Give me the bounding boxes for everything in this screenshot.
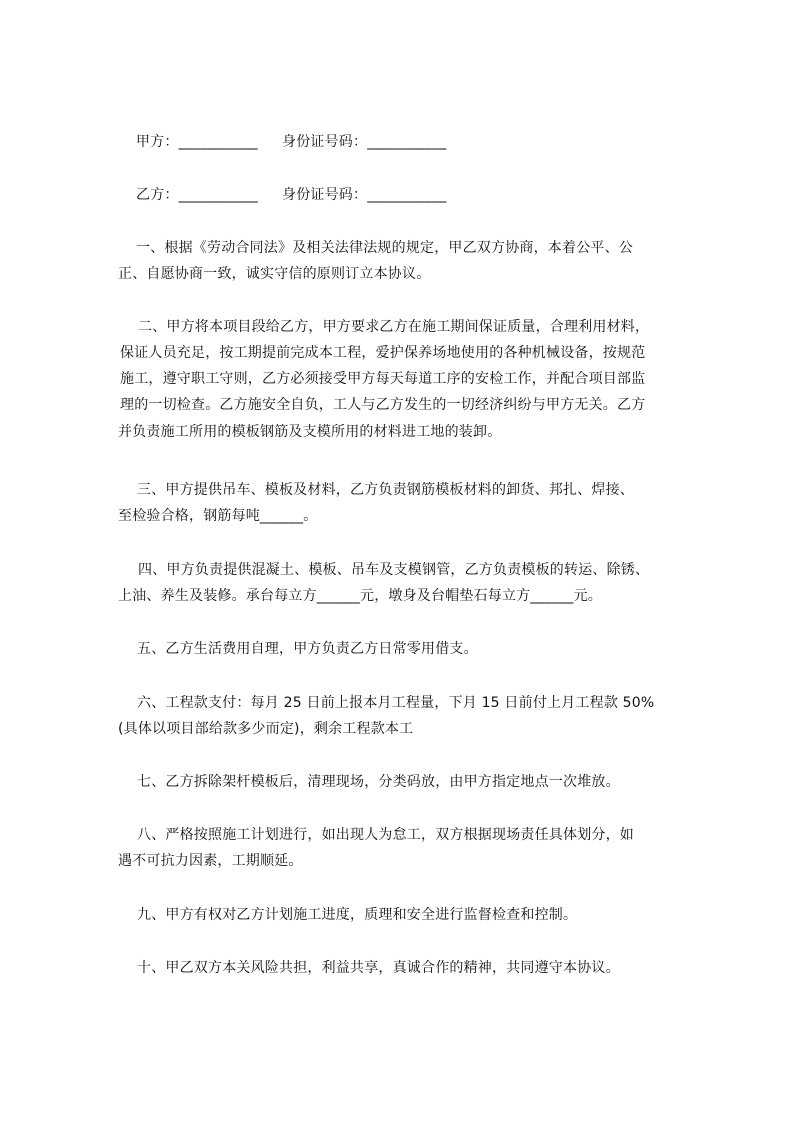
clause-8-line-2: 遇不可抗力因素，工期顺延。 xyxy=(118,853,303,869)
clause-2-line-4: 理的一切检查。乙方施安全自负，工人与乙方发生的一切经济纠纷与甲方无关。乙方 xyxy=(120,397,646,413)
clause-4-line-2: 上油、养生及装修。承台每立方______元，墩身及台帽垫石每立方______元。 xyxy=(118,588,602,604)
clause-8-line-1: 八、严格按照施工计划进行，如出现人为怠工，双方根据现场责任具体划分，如 xyxy=(137,827,634,843)
clause-2-line-1: 二、甲方将本项目段给乙方，甲方要求乙方在施工期间保证质量，合理利用材料， xyxy=(138,319,650,335)
clause-3-line-2: 至检验合格，钢筋每吨______。 xyxy=(118,508,318,524)
clause-2-line-5: 并负责施工所用的模板钢筋及支模所用的材料进工地的装卸。 xyxy=(118,424,502,440)
clause-10-line-1: 十、甲乙双方本关风险共担，利益共享，真诚合作的精神，共同遵守本协议。 xyxy=(137,960,620,976)
party-b-label: 乙方：___________ xyxy=(136,187,258,203)
clause-7-line-1: 七、乙方拆除架杆模板后，清理现场，分类码放，由甲方指定地点一次堆放。 xyxy=(137,774,620,790)
clause-1-line-2: 正、自愿协商一致，诚实守信的原则订立本协议。 xyxy=(118,266,431,282)
clause-5-line-1: 五、乙方生活费用自理，甲方负责乙方日常零用借支。 xyxy=(137,641,478,657)
party-b-id-label: 身份证号码：___________ xyxy=(282,187,447,203)
party-a-label: 甲方：___________ xyxy=(136,134,258,150)
clause-3-line-1: 三、甲方提供吊车、模板及材料，乙方负责钢筋模板材料的卸货、邦扎、焊接、 xyxy=(137,482,634,498)
clause-1-line-1: 一、根据《劳动合同法》及相关法律法规的规定，甲乙双方协商，本着公平、公 xyxy=(136,240,633,256)
clause-4-line-1: 四、甲方负责提供混凝土、模板、吊车及支模钢管，乙方负责模板的转运、除锈、 xyxy=(138,562,650,578)
clause-6-line-1: 六、工程款支付：每月 25 日前上报本月工程量，下月 15 日前付上月工程款 50% xyxy=(137,695,655,711)
party-a-id-label: 身份证号码：___________ xyxy=(282,134,447,150)
clause-2-line-3: 施工，遵守职工守则，乙方必须接受甲方每天每道工序的安检工作，并配合项目部监 xyxy=(120,371,646,387)
clause-9-line-1: 九、甲方有权对乙方计划施工进度，质理和安全进行监督检查和控制。 xyxy=(137,907,578,923)
clause-6-line-2: (具体以项目部给款多少而定)，剩余工程款本工 xyxy=(118,721,414,737)
clause-2-line-2: 保证人员充足，按工期提前完成本工程，爱护保养场地使用的各种机械设备，按规范 xyxy=(120,345,646,361)
